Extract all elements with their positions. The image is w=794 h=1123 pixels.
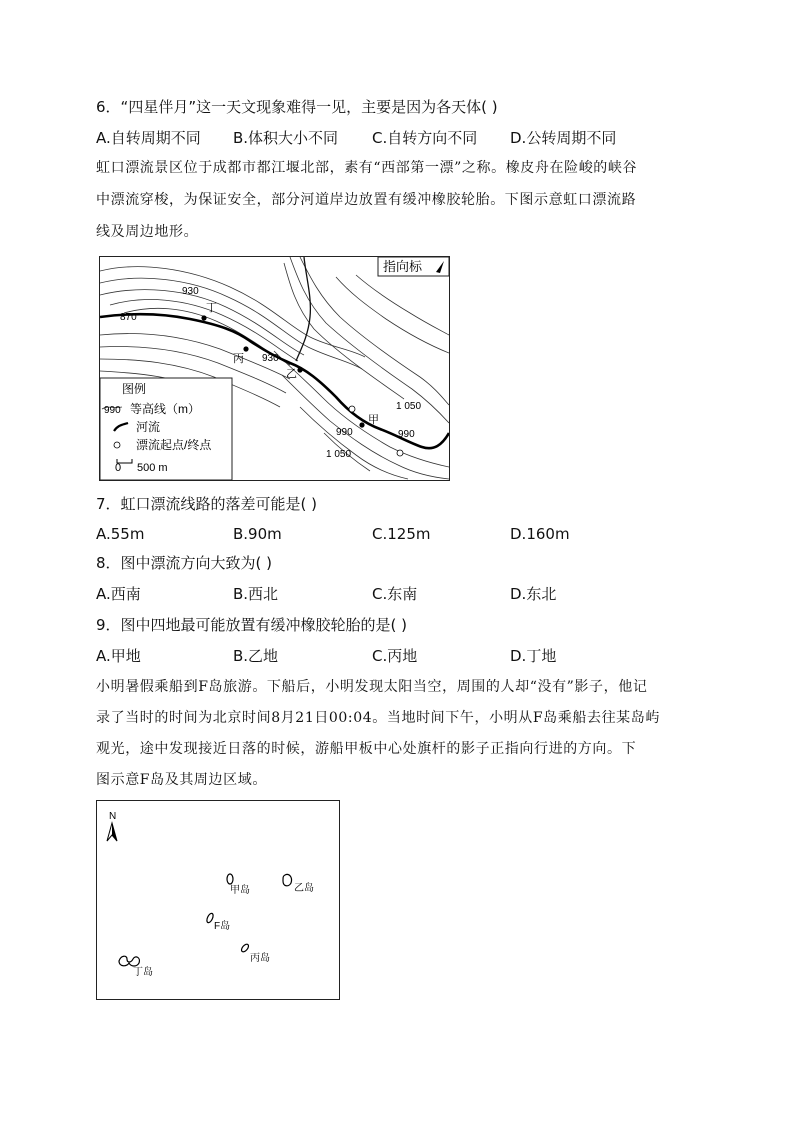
contour-label: 990: [336, 427, 353, 438]
point-ding: [201, 315, 206, 320]
q8-stem: 8．图中漂流方向大致为( ): [96, 554, 273, 572]
q7-option-c: C.125m: [372, 525, 431, 543]
island-bing-label: 丙岛: [250, 953, 270, 964]
q7-option-d: D.160m: [510, 525, 570, 543]
q9-option-a: A.甲地: [96, 647, 141, 665]
north-label: N: [109, 811, 117, 822]
rafting-map: [99, 256, 450, 481]
legend-river-text: 河流: [136, 420, 161, 434]
point-yi: [297, 367, 302, 372]
point-label-yi: 乙: [286, 368, 297, 380]
island-bing-shape: [240, 943, 250, 953]
q9-option-d: D.丁地: [510, 647, 557, 665]
q6-stem: 6．“四星伴月”这一天文现象难得一见，主要是因为各天体( ): [96, 98, 498, 116]
passage1-line-1: 虹口漂流景区位于成都市都江堰北部，素有“西部第一漂”之称。橡皮舟在险峻的峡谷: [96, 160, 638, 176]
q9-stem: 9．图中四地最可能放置有缓冲橡胶轮胎的是( ): [96, 616, 408, 634]
passage2-line-4: 图示意F岛及其周边区域。: [96, 772, 267, 788]
endpoint-legend-icon: [114, 442, 120, 448]
point-label-jia: 甲: [368, 414, 379, 426]
contour-label: 870: [120, 312, 137, 323]
q9-option-b: B.乙地: [233, 647, 279, 665]
island-yi-shape: [283, 874, 292, 885]
scale-zero: 0: [115, 462, 122, 474]
scale-text: 500 m: [137, 462, 168, 474]
island-ding-shape: [119, 956, 139, 966]
point-jia: [359, 422, 364, 427]
island-map: [96, 800, 340, 1000]
island-yi-label: 乙岛: [294, 883, 314, 894]
island-jia-shape: [227, 874, 233, 884]
contour-label: 1 050: [326, 449, 352, 460]
q6-option-a: A.自转周期不同: [96, 129, 201, 147]
q6-option-c: C.自转方向不同: [372, 129, 478, 147]
q6-option-b: B.体积大小不同: [233, 129, 339, 147]
island-f-label: F岛: [214, 921, 231, 932]
rafting-start-marker: [349, 406, 355, 412]
passage2-line-1: 小明暑假乘船到F岛旅游。下船后，小明发现太阳当空，周围的人却“没有”影子，他记: [96, 679, 648, 695]
contour-label: 930: [182, 286, 199, 297]
passage2-line-2: 录了当时的时间为北京时间8月21日00:04。当地时间下午，小明从F岛乘船去往某岛屿: [96, 710, 660, 726]
q9-option-c: C.丙地: [372, 647, 418, 665]
contour-label: 930: [262, 353, 279, 364]
contour-label: 1 050: [396, 401, 422, 412]
legend-endpoint-text: 漂流起点/终点: [136, 438, 212, 452]
q7-option-a: A.55m: [96, 525, 145, 543]
passage2-line-3: 观光，途中发现接近日落的时候，游船甲板中心处旗杆的影子正指向行进的方向。下: [96, 741, 637, 757]
point-bing: [243, 346, 248, 351]
compass-label: 指向标: [383, 259, 423, 274]
q8-option-c: C.东南: [372, 585, 418, 603]
q7-option-b: B.90m: [233, 525, 282, 543]
legend-title: 图例: [122, 382, 147, 396]
q7-stem: 7．虹口漂流线路的落差可能是( ): [96, 495, 318, 513]
passage1-line-3: 线及周边地形。: [96, 224, 199, 240]
island-jia-label: 甲岛: [230, 885, 250, 896]
point-label-ding: 丁: [206, 302, 217, 314]
legend-contour-value: 990: [104, 405, 121, 416]
passage1-line-2: 中漂流穿梭，为保证安全，部分河道岸边放置有缓冲橡胶轮胎。下图示意虹口漂流路: [96, 192, 637, 208]
island-ding-label: 丁岛: [133, 967, 153, 978]
legend-contour-text: 等高线（m）: [130, 402, 200, 416]
q8-option-b: B.西北: [233, 585, 279, 603]
q8-option-a: A.西南: [96, 585, 141, 603]
point-label-bing: 丙: [233, 353, 244, 365]
q6-option-d: D.公转周期不同: [510, 129, 617, 147]
q8-option-d: D.东北: [510, 585, 557, 603]
rafting-end-marker: [397, 450, 403, 456]
contour-label: 990: [398, 429, 415, 440]
